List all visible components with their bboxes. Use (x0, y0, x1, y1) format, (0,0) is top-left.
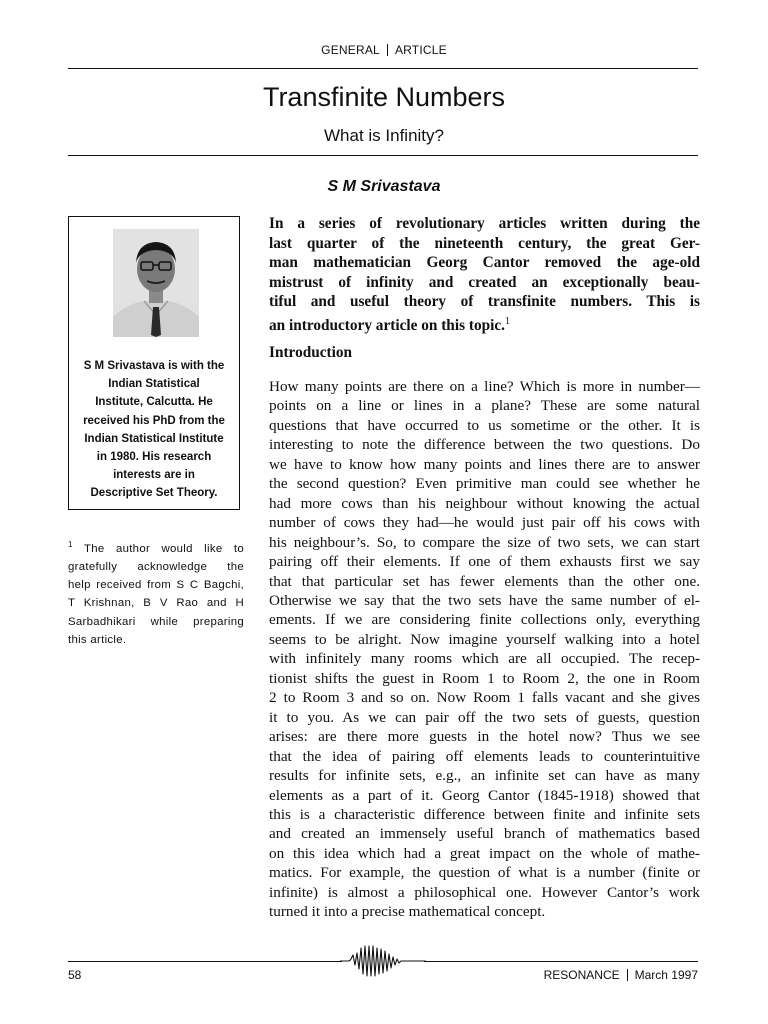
body-line: turned it into a precise mathematical concept. (269, 903, 546, 921)
body-line: points on a line or lines in a plane? These are some natural (269, 397, 700, 415)
issue-date: March 1997 (634, 968, 698, 982)
title-rule (68, 155, 698, 156)
running-header (0, 43, 768, 57)
abstract (269, 214, 700, 335)
body-line: number of cows they had—he would just pair off his cows with (269, 514, 700, 532)
body-text (269, 377, 700, 922)
body-line: the second question? Even primitive man could see whether he (269, 475, 700, 493)
article-title: Transfinite Numbers (262, 82, 506, 112)
body-line: arises: are there more guests in the hotel now? Thus we see (269, 728, 700, 746)
article-subtitle: What is Infinity? (324, 126, 444, 145)
abstract-line: last quarter of the nineteenth century, the great Ger- (269, 234, 700, 252)
body-line: his neighbour’s. So, to compare the size of two sets, we can start (269, 533, 700, 551)
body-line: matics. For example, the question of what is a number (finite or (269, 864, 700, 882)
header-section: GENERAL (321, 43, 380, 57)
body-line: that that particular set has fewer elements than the other one. (269, 572, 700, 590)
body-line: it to you. As we can pair off the two sets of guests, question (269, 708, 700, 726)
bio-line: Institute, Calcutta. He (95, 396, 213, 409)
header-rule (68, 68, 698, 69)
body-line: How many points are there on a line? Which is more in number— (269, 378, 700, 395)
header-type: ARTICLE (394, 43, 447, 57)
author-photo (113, 229, 199, 337)
body-line: with infinitely many rooms which are all occupied. The recep- (269, 650, 700, 668)
body-line: infinite) is almost a philosophical one. However Cantor’s work (269, 883, 700, 901)
header-separator (387, 44, 388, 56)
bio-line: interests are in (113, 469, 195, 482)
body-line: Otherwise we say that the two sets have the same number of el- (269, 591, 700, 609)
bio-line: Indian Statistical (108, 378, 200, 391)
body-line: ements. If we are considering finite collections only, everything (269, 611, 700, 629)
footer-rule-right (424, 961, 698, 962)
body-line: on this idea which had a great impact on the whole of mathe- (269, 844, 700, 862)
footnote-line: T Krishnan, B V Rao and H (68, 597, 244, 610)
footnote (68, 536, 244, 649)
section-heading: Introduction (269, 344, 353, 361)
footer-rule-left (68, 961, 342, 962)
footer-separator (627, 969, 628, 981)
bio-line: received his PhD from the (83, 414, 225, 427)
body-line: that the idea of pairing off elements leads to counterintuitive (269, 747, 700, 765)
abstract-line: tiful and useful theory of transfinite numbers. This is (269, 293, 700, 310)
body-line: 2 to Room 3 and so on. Now Room 1 falls vacant and she gives (269, 689, 700, 707)
bio-line: S M Srivastava is with the (83, 360, 225, 372)
journal-name: RESONANCE (543, 968, 620, 982)
author-bio-box (68, 216, 240, 510)
body-line: tionist shifts the guest in Room 1 to Room 2, the one in Room (269, 669, 700, 687)
abstract-line: mistrust of infinity and created an exceptionally beau- (269, 273, 700, 291)
footnote-line: Sarbadhikari while preparing (68, 615, 244, 628)
bio-line: Indian Statistical Institute (84, 432, 224, 445)
footnote-line: help received from S C Bagchi, (68, 579, 244, 592)
body-line: interesting to note the difference between the two questions. Do (269, 436, 700, 454)
footnote-line: The author would like to (83, 542, 244, 555)
body-line: this is a characteristic difference between finite and infinite sets (269, 805, 700, 823)
bio-line: in 1980. His research (96, 451, 212, 464)
author-bio (75, 357, 233, 503)
body-line: we have to know how many points and lines there are to answer (269, 455, 700, 473)
abstract-footnote-ref: 1 (504, 315, 510, 327)
abstract-line: an introductory article on this topic. (269, 316, 505, 334)
abstract-line: man mathematician Georg Cantor removed the age-old (269, 254, 700, 271)
body-line: seems to be alright. Now imagine yourself walking into a hotel (269, 630, 700, 648)
body-line: elements as a part of it. Georg Cantor (1845-1918) showed that (269, 786, 700, 804)
footnote-line: this article. (68, 633, 127, 646)
body-line: and created an immensely useful branch of mathematics based (269, 825, 700, 843)
body-line: results for infinite sets, e.g., an infinite set can have as many (269, 767, 700, 785)
journal-footer (544, 968, 698, 982)
footnote-line: gratefully acknowledge the (68, 561, 244, 573)
body-line: had more cows than his neighbour without knowing the actual (269, 494, 700, 512)
bio-line: Descriptive Set Theory. (90, 487, 218, 500)
footnote-marker: 1 (68, 540, 73, 549)
abstract-line: In a series of revolutionary articles written during the (269, 215, 700, 232)
body-line: questions that have occurred to us sometime or the other. It is (269, 416, 700, 434)
waveform-ornament-icon (340, 943, 426, 979)
body-line: pairing off their elements. If one of them exhausts first we say (269, 553, 700, 571)
page-number: 58 (68, 968, 82, 982)
author-name: S M Srivastava (327, 178, 441, 195)
